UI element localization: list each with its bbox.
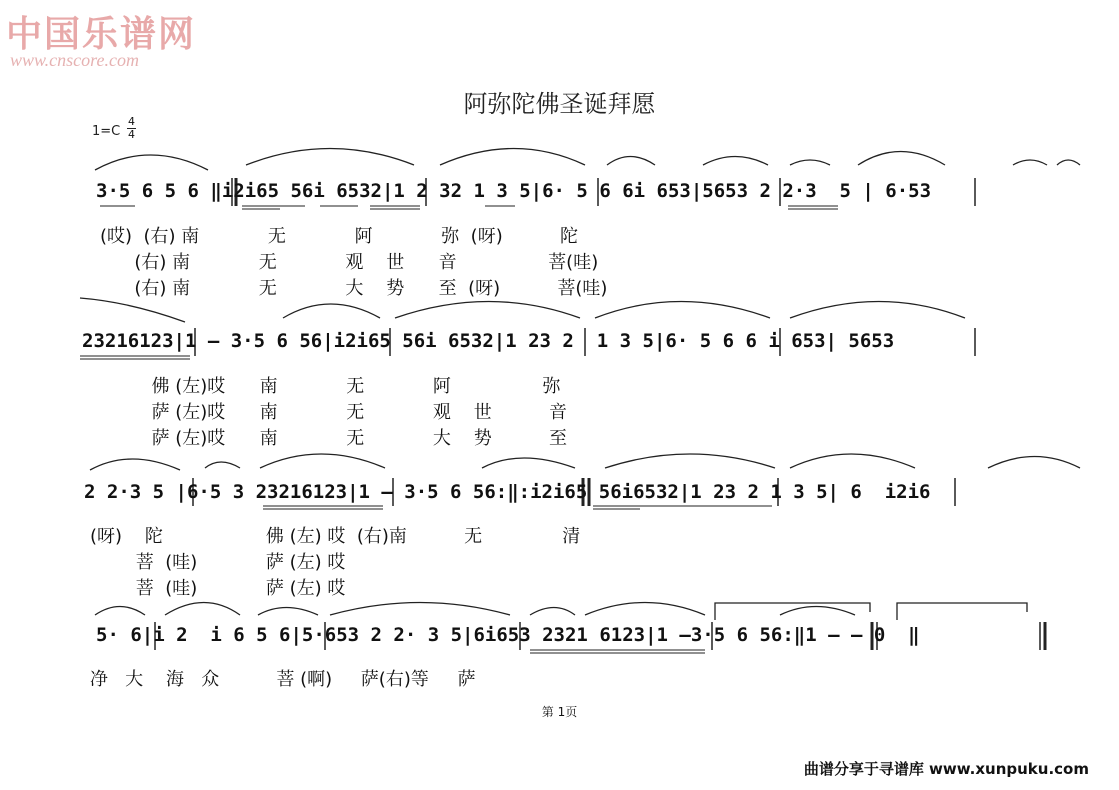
lyric-row-1-line-3: (右) 南 无 大 势 至 (呀) 菩(哇)	[100, 278, 608, 299]
time-signature	[127, 116, 136, 141]
staff-row-4: 5· 6|i 2 i 6 5 6|5·653 2 2· 3 5|6i653 2321 6123|1 –3·5 6 56:‖1 – – 0 ‖	[96, 624, 920, 646]
lyric-row-3-line-2: 菩 (哇) 萨 (左) 哎	[90, 552, 346, 573]
score-title: 阿弥陀佛圣诞拜愿	[463, 90, 656, 118]
watermark-url: www.cnscore.com	[10, 50, 139, 70]
lyric-row-2-line-3: 萨 (左)哎 南 无 大 势 至	[100, 428, 568, 449]
watermark-logo: 中国乐谱网	[6, 13, 197, 55]
lyric-row-1-line-1: (哎) (右) 南 无 阿 弥 (呀) 陀	[100, 226, 578, 247]
lyric-row-3-line-3: 菩 (哇) 萨 (左) 哎	[90, 578, 346, 599]
lyric-row-2-line-2: 萨 (左)哎 南 无 观 世 音	[100, 402, 568, 423]
staff-row-3: 2 2·3 5 |6·5 3 23216123|1 – 3·5 6 56:‖:i2i65 56i6532|1 23 2 1 3 5| 6 i2i6	[84, 481, 931, 503]
meter-top: 4	[128, 115, 135, 128]
staff-row-1: 3·5 6 5 6 ‖i2i65 56i 6532|1 2 32 1 3 5|6· 5 6 6i 653|5653 2 2·3 5 | 6·53	[96, 180, 932, 202]
lyric-row-1-line-2: (右) 南 无 观 世 音 菩(哇)	[100, 252, 599, 273]
footer-credit: 曲谱分享于寻谱库 www.xunpuku.com	[803, 760, 1089, 778]
page-number: 第 1页	[541, 705, 578, 719]
key-signature: 1=C	[92, 124, 121, 139]
staff-row-2: 23216123|1 – 3·5 6 56|i2i65 56i 6532|1 23 2 1 3 5|6· 5 6 6 i 653| 5653	[82, 330, 895, 352]
meter-bottom: 4	[128, 128, 135, 141]
lyric-row-2-line-1: 佛 (左)哎 南 无 阿 弥	[100, 376, 561, 397]
lyric-row-4-line-1: 净 大 海 众 菩 (啊) 萨(右)等 萨	[90, 669, 476, 690]
lyric-row-3-line-1: (呀) 陀 佛 (左) 哎 (右)南 无 清	[90, 526, 581, 547]
